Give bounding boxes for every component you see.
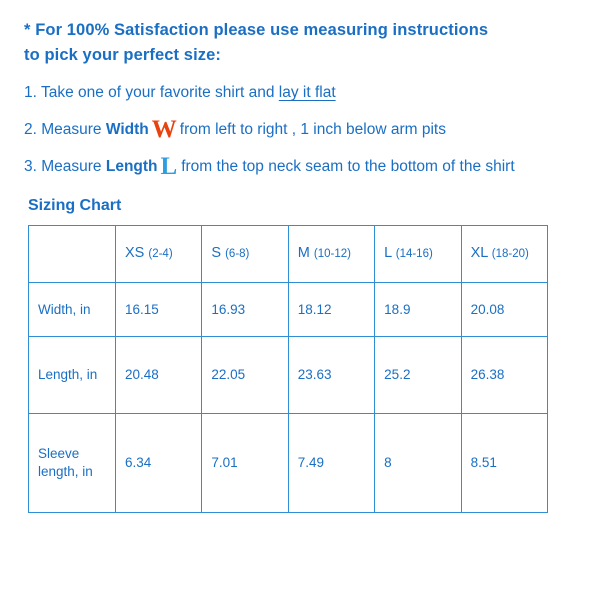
column-header-m [288, 226, 374, 283]
column-header-xl [461, 226, 547, 283]
length-letter-icon: L [160, 153, 178, 181]
sizing-chart-table [28, 225, 548, 513]
column-size-xl: XL [470, 245, 488, 262]
cell-width-l: 18.9 [375, 283, 461, 337]
step-1 [24, 81, 578, 105]
cell-sleeve-xl: 8.51 [461, 414, 547, 513]
step-2-keyword: Width [105, 121, 149, 139]
column-size-m: M [297, 245, 310, 262]
sizing-chart-title: Sizing Chart [28, 197, 122, 215]
column-range-m: (10-12) [313, 248, 351, 261]
row-label-width: Width, in [29, 283, 116, 337]
intro-line-1: * For 100% Satisfaction please use measuring instructions [24, 21, 489, 39]
cell-width-s: 16.93 [202, 283, 288, 337]
cell-sleeve-l: 8 [375, 414, 461, 513]
column-range-xs: (2-4) [148, 248, 173, 261]
width-letter-icon: W [151, 116, 177, 144]
column-range-s: (6-8) [225, 248, 250, 261]
row-label-length: Length, in [29, 337, 116, 414]
column-size-xs: XS [125, 245, 145, 262]
cell-sleeve-xs: 6.34 [116, 414, 202, 513]
step-2 [24, 118, 578, 142]
cell-width-xs: 16.15 [116, 283, 202, 337]
step-2-number: 2. [24, 121, 37, 139]
table-header-row [29, 226, 548, 283]
step-3-keyword: Length [105, 158, 158, 176]
step-1-number: 1. [24, 84, 37, 102]
step-2-text-before: Measure [41, 121, 106, 139]
column-header-s [202, 226, 288, 283]
intro-line-2: to pick your perfect size: [24, 46, 221, 65]
table-row [29, 337, 548, 414]
column-header-l [375, 226, 461, 283]
cell-length-xl: 26.38 [461, 337, 547, 414]
step-3 [24, 155, 578, 179]
step-1-text: Take one of your favorite shirt and [40, 84, 279, 102]
cell-width-xl: 20.08 [461, 283, 547, 337]
cell-width-m: 18.12 [288, 283, 374, 337]
column-size-s: S [211, 245, 222, 262]
row-label-sleeve-length: Sleeve length, in [29, 414, 116, 513]
step-3-text-before: Measure [41, 158, 106, 176]
column-range-xl: (18-20) [491, 248, 529, 261]
column-header-xs [116, 226, 202, 283]
cell-sleeve-m: 7.49 [288, 414, 374, 513]
cell-length-xs: 20.48 [116, 337, 202, 414]
column-range-l: (14-16) [395, 248, 433, 261]
cell-length-m: 23.63 [288, 337, 374, 414]
step-3-text-after: from the top neck seam to the bottom of [181, 158, 456, 176]
table-row [29, 414, 548, 513]
cell-sleeve-s: 7.01 [202, 414, 288, 513]
step-3-text-wrap: the shirt [459, 158, 515, 176]
step-3-number: 3. [24, 158, 37, 176]
table-row [29, 283, 548, 337]
cell-length-s: 22.05 [202, 337, 288, 414]
table-corner-cell [29, 226, 116, 283]
step-1-underlined-text: lay it flat [278, 84, 336, 102]
step-2-text-after: from left to right , 1 inch below arm pits [179, 121, 446, 139]
measuring-steps [24, 81, 578, 179]
column-size-l: L [384, 245, 392, 262]
intro-heading [24, 18, 578, 68]
cell-length-l: 25.2 [375, 337, 461, 414]
